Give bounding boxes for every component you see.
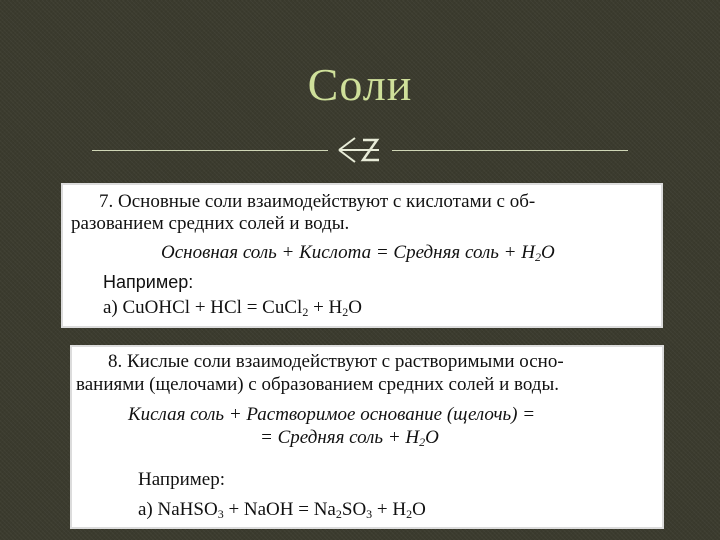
- eq1-sub1: 2: [302, 305, 309, 319]
- rule-8-example-label: Например:: [138, 469, 225, 490]
- eq1-part2: + H: [308, 297, 343, 318]
- rule-7-example-equation: [103, 297, 362, 323]
- rule-8-scheme-line1: Кислая соль + Растворимое основание (щелочь) =: [128, 404, 536, 425]
- eq2-sub3: 3: [366, 507, 373, 521]
- rule-7-card: [61, 183, 663, 328]
- rule-7-scheme-end: O: [540, 242, 555, 263]
- eq2-sub1: 3: [217, 507, 224, 521]
- rule-8-text-line2: ваниями (щелочами) с образованием средних солей и воды.: [76, 374, 559, 395]
- rule-7-scheme-sub: 2: [534, 250, 541, 264]
- eq2-part5: O: [412, 499, 426, 520]
- rule-8-card: [70, 345, 664, 529]
- eq2-part2: + NaOH = Na: [223, 499, 336, 520]
- title-divider-left: [92, 150, 328, 151]
- rule-8-scheme-line2: [260, 427, 439, 453]
- rule-7-scheme: [161, 242, 555, 268]
- eq1-part1: а) CuOHCl + HCl = CuCl: [103, 297, 303, 318]
- eq2-sub2: 2: [335, 507, 342, 521]
- rule-7-text-line2: разованием средних солей и воды.: [71, 213, 350, 234]
- eq2-part4: + H: [372, 499, 407, 520]
- rule-7-scheme-text: Основная соль + Кислота = Средняя соль + H: [161, 242, 535, 263]
- rule-8-scheme-text: = Средняя соль + H: [260, 427, 420, 448]
- slide-title: Соли: [307, 59, 413, 110]
- eq1-sub2: 2: [342, 305, 349, 319]
- rule-8-text-line1: 8. Кислые соли взаимодействуют с растворимыми осно-: [108, 351, 564, 372]
- rule-7-example-label: Например:: [103, 272, 194, 292]
- rule-7-text-line1: 7. Основные соли взаимодействуют с кислотами с об-: [99, 191, 536, 212]
- rule-8-example-equation: [138, 499, 426, 525]
- rule-8-scheme-sub: 2: [419, 435, 426, 449]
- rule-8-scheme-end: O: [425, 427, 439, 448]
- title-divider-right: [392, 150, 628, 151]
- eq2-part1: а) NaHSO: [138, 499, 218, 520]
- eq1-part3: O: [348, 297, 362, 318]
- eq2-part3: SO: [341, 499, 367, 520]
- eq2-sub4: 2: [406, 507, 413, 521]
- scroll-ornament-icon: [333, 134, 387, 164]
